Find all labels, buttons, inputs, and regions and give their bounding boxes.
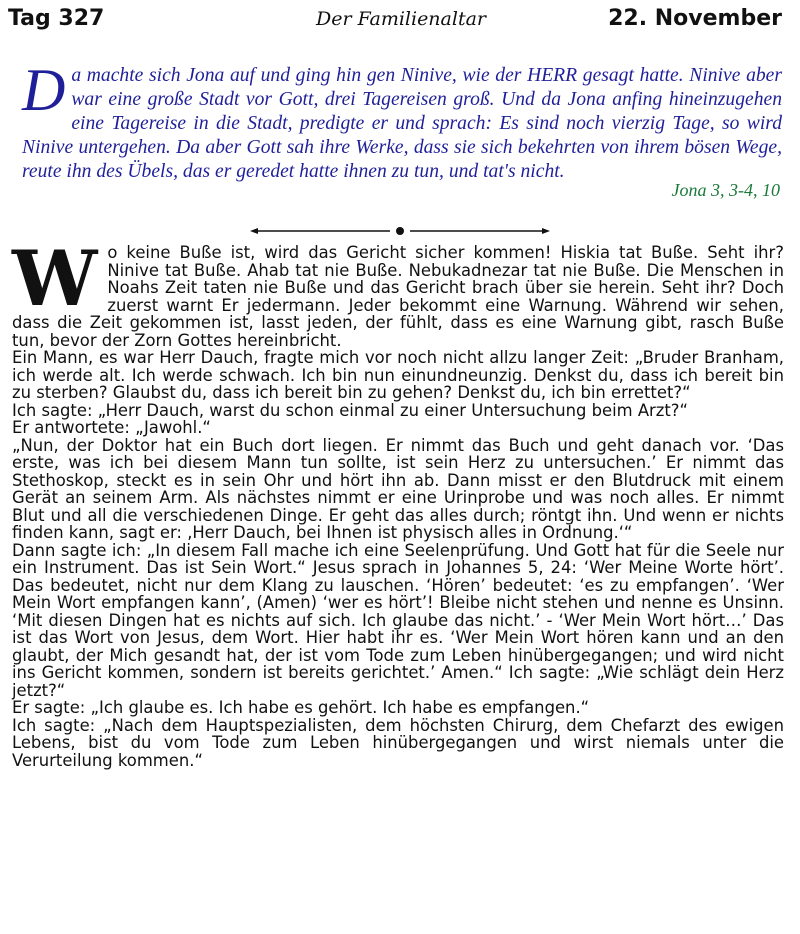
body-paragraph: Ich sagte: „Herr Dauch, warst du schon einmal zu einer Untersuchung beim Arzt?“: [12, 400, 689, 420]
page-date: 22. November: [608, 6, 782, 31]
scripture-text: [22, 57, 782, 184]
body-text: [12, 234, 784, 770]
body-paragraph: Er sagte: „Ich glaube es. Ich habe es gehört. Ich habe es empfangen.“: [12, 698, 590, 717]
divider-ornament: [250, 224, 550, 238]
body-paragraph: Ich sagte: „Nach dem Hauptspezialisten, dem höchsten Chirurg, dem Chefarzt des ewigen Lebens, bist du vom Tode zum Leben hinübergegangen und wirst niemals unter die Verurteilung kommen.“: [12, 715, 784, 770]
scripture-dropcap: D: [22, 57, 66, 123]
scripture-reference: Jona 3, 3-4, 10: [671, 180, 780, 200]
body-paragraph: Ein Mann, es war Herr Dauch, fragte mich vor noch nicht allzu langer Zeit: „Bruder Branham, ich werde alt. Ich werde schwach. Ich bin nun einundneunzig. Denkst du, dass ich bereit bin zu sterben? Glaubst du, dass ich bereit bin zu gehen? Denkst du, ich bin errettet?“: [12, 348, 784, 402]
devotional-body: [12, 234, 784, 770]
body-paragraph: Dann sagte ich: „In diesem Fall mache ich eine Seelenprüfung. Und Gott hat für die Seele nur ein Instrument. Das ist Sein Wort.“ Jesus sprach in Johannes 5, 24: ‘Wer Meine Worte hört’. Das bedeutet, nicht nur dem Klang zu lauschen. ‘Hören’ bedeutet: ‘es zu empfangen’. ‘Wer Mein Wort empfangen kann’, (Amen) ‘wer es hört’! Bleibe nicht stehen und nenne es Unsinn. ‘Mit diesen Dingen hat es nichts auf sich. Ich glaube das nicht.’ - ‘Wer Mein Wort hört…’ Das ist das Wort von Jesus, dem Wort. Hier habt ihr es. ‘Wer Mein Wort hören kann und an den glaubt, der Mich gesandt hat, der ist vom Tode zum Leben hinübergegangen; und wird nicht ins Gericht kommen, sondern ist bereits gerichtet.’ Amen.“ Ich sagte: „Wie schlägt dein Herz jetzt?“: [12, 540, 784, 700]
body-paragraph-text: o keine Buße ist, wird das Gericht sicher kommen! Hiskia tat Buße. Seht ihr? Ninive tat Buße. Ahab tat nie Buße. Nebukadnezar tat nie Buße. Die Menschen in Noahs Zeit taten nie Buße und das Gericht brach über sie herein. Seht ihr? Doch zuerst warnt Er jedermann. Jeder bekommt eine Warnung. Während wir sehen, dass die Zeit gekommen ist, lasst jeden, der fühlt, dass es eine Warnung gibt, rasch Buße tun, bevor der Zorn Gottes hereinbricht.: [12, 243, 784, 350]
body-paragraph: Er antwortete: „Jawohl.“: [12, 418, 211, 437]
body-dropcap: W: [12, 234, 98, 323]
body-paragraph: „Nun, der Doktor hat ein Buch dort liegen. Er nimmt das Buch und geht danach vor. ‘Das erste, was ich bei diesem Mann tun sollte, ist sein Herz zu untersuchen.’ Er nimmt das Stethoskop, steckt es in sein Ohr und hört ihn ab. Dann misst er den Blutdruck mit einem Gerät an seinem Arm. Als nächstes nimmt er eine Urinprobe und was noch alles. Er nimmt Blut und all die verschiedenen Dinge. Er geht das alles durch; röntgt ihn. Und wenn er nichts finden kann, sagt er: ‚Herr Dauch, bei Ihnen ist physisch alles in Ordnung.‘“: [12, 435, 784, 542]
body-paragraph: [12, 234, 784, 350]
scripture-block: [22, 57, 782, 184]
scripture-body: a machte sich Jona auf und ging hin gen Ninive, wie der HERR gesagt hatte. Ninive aber war eine große Stadt vor Gott, drei Tagereisen groß. Und da Jona anfing hineinzugehen eine Tagereise in die Stadt, predigte er und sprach: Es sind noch vierzig Tage, so wird Ninive untergehen. Da aber Gott sah ihre Werke, dass sie sich bekehrten von ihrem bösen Wege, reute ihn des Übels, das er geredet hatte ihnen zu tun, und tat's nicht.: [22, 65, 782, 182]
day-number: Tag 327: [8, 6, 105, 31]
book-title: Der Familienaltar: [316, 8, 486, 30]
